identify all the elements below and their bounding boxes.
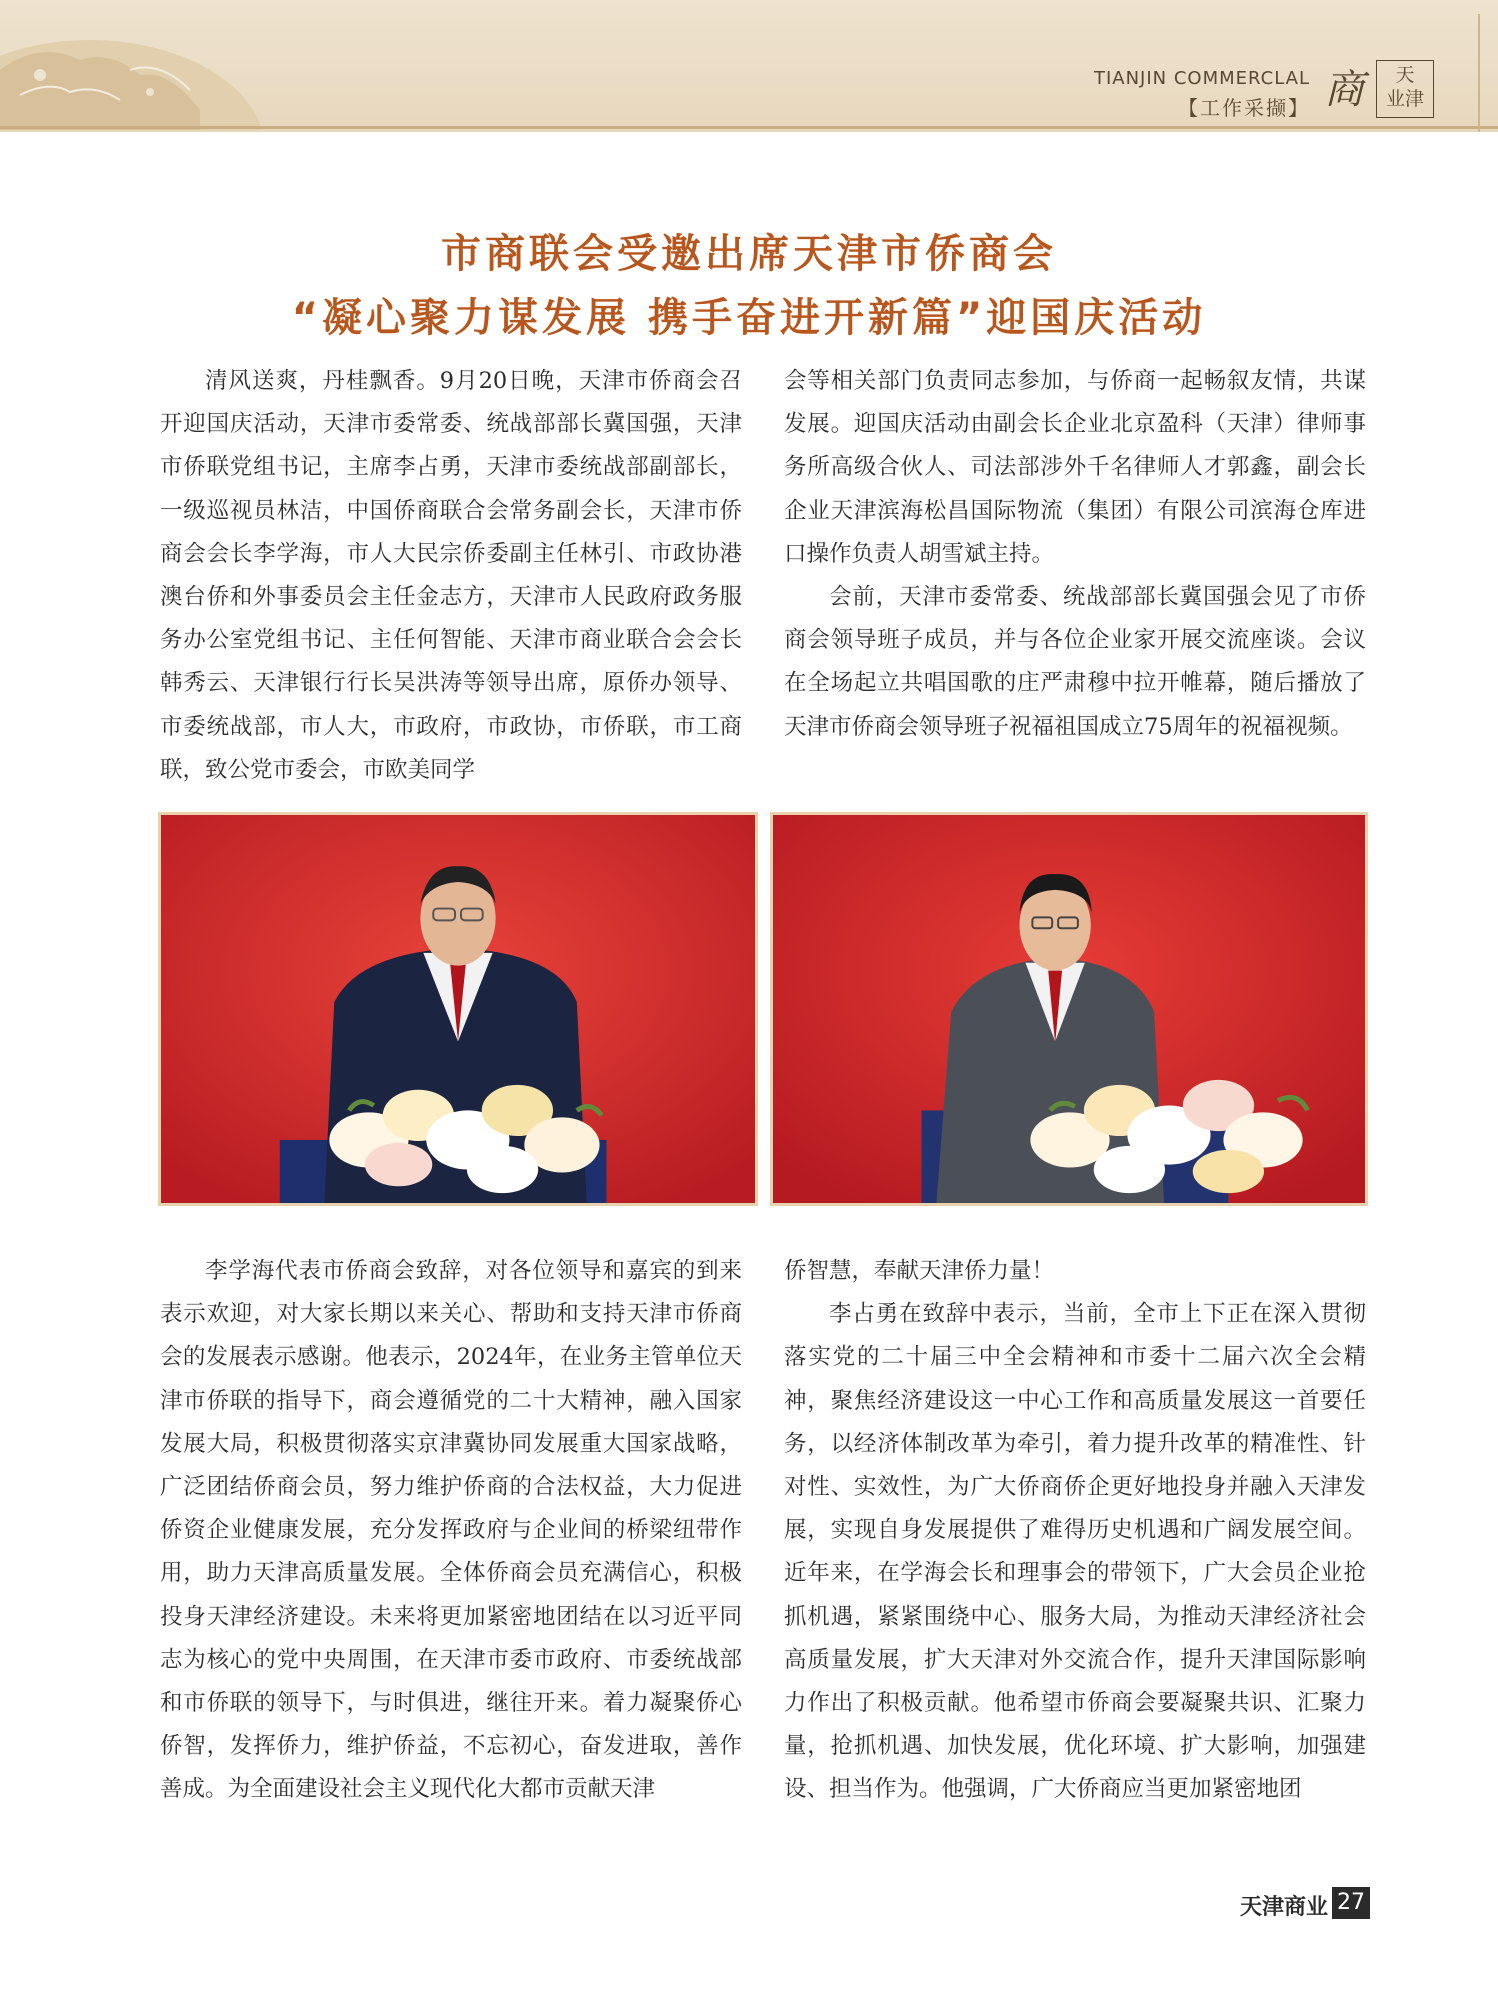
article-column-bottom-left	[160, 1250, 742, 1812]
paragraph: 李学海代表市侨商会致辞，对各位领导和嘉宾的到来表示欢迎，对大家长期以来关心、帮助和支持天津市侨商会的发展表示感谢。他表示，2024年，在业务主管单位天津市侨联的指导下，商会遵循党的二十大精神，融入国家发展大局，积极贯彻落实京津冀协同发展重大国家战略，广泛团结侨商会员，努力维护侨商的合法权益，大力促进侨资企业健康发展，充分发挥政府与企业间的桥梁纽带作用，助力天津高质量发展。全体侨商会员充满信心，积极投身天津经济建设。未来将更加紧密地团结在以习近平同志为核心的党中央周围，在天津市委市政府、市委统战部和市侨联的领导下，与时俱进，继往开来。着力凝聚侨心侨智，发挥侨力，维护侨益，不忘初心，奋发进取，善作善成。为全面建设社会主义现代化大都市贡献天津	[160, 1258, 742, 1803]
magazine-name: 天津商业	[1239, 1895, 1328, 1920]
article-title-line1: 市商联会受邀出席天津市侨商会	[441, 231, 1057, 277]
article-column-top-left	[160, 360, 742, 792]
page-number: 27	[1332, 1887, 1370, 1919]
article-title-line2: “凝心聚力谋发展 携手奋进开新篇”迎国庆活动	[291, 295, 1207, 341]
header-frame	[1478, 14, 1480, 132]
speaker-photo-illustration	[773, 815, 1365, 1203]
brand-box	[1376, 60, 1434, 118]
paragraph: 会前，天津市委常委、统战部部长冀国强会见了市侨商会领导班子成员，并与各位企业家开展交流座谈。会议在全场起立共唱国歌的庄严肃穆中拉开帷幕，随后播放了天津市侨商会领导班子祝福祖国成立75周年的祝福视频。	[784, 584, 1366, 740]
brand-logo: 商	[1324, 67, 1364, 113]
paragraph: 清风送爽，丹桂飘香。9月20日晚，天津市侨商会召开迎国庆活动，天津市委常委、统战部部长冀国强，天津市侨联党组书记，主席李占勇，天津市委统战部副部长，一级巡视员林洁，中国侨商联合会常务副会长，天津市侨商会会长李学海，市人大民宗侨委副主任林引、市政协港澳台侨和外事委员会主任金志方，天津市人民政府政务服务办公室党组书记、主任何智能、天津市商业联合会会长韩秀云、天津银行行长吴洪涛等领导出席，原侨办领导、市委统战部，市人大，市政府，市政协，市侨联，市工商联，致公党市委会，市欧美同学	[160, 368, 742, 783]
page-header	[0, 0, 1498, 132]
article-column-bottom-right	[784, 1250, 1366, 1812]
header-rule	[0, 126, 1498, 129]
paragraph: 李占勇在致辞中表示，当前，全市上下正在深入贯彻落实党的二十届三中全会精神和市委十二届六次全会精神，聚焦经济建设这一中心工作和高质量发展这一首要任务，以经济体制改革为牵引，着力提升改革的精准性、针对性、实效性，为广大侨商侨企更好地投身并融入天津发展，实现自身发展提供了难得历史机遇和广阔发展空间。近年来，在学海会长和理事会的带领下，广大会员企业抢抓机遇，紧紧围绕中心、服务大局，为推动天津经济社会高质量发展，扩大天津对外交流合作，提升天津国际影响力作出了积极贡献。他希望市侨商会要凝聚共识、汇聚力量，抢抓机遇、加快发展，优化环境、扩大影响，加强建设、担当作为。他强调，广大侨商应当更加紧密地团	[784, 1301, 1366, 1803]
brand-box-top: 天	[1395, 64, 1415, 86]
brand-english: TIANJIN COMMERCLAL	[1093, 68, 1310, 89]
photo-speaker-right	[770, 812, 1368, 1206]
globe-decoration-icon	[0, 0, 260, 130]
photo-speaker-left	[158, 812, 758, 1206]
section-label: 【工作采撷】	[1178, 96, 1310, 120]
paragraph: 会等相关部门负责同志参加，与侨商一起畅叙友情，共谋发展。迎国庆活动由副会长企业北京盈科（天津）律师事务所高级合伙人、司法部涉外千名律师人才郭鑫，副会长企业天津滨海松昌国际物流（集团）有限公司滨海仓库进口操作负责人胡雪斌主持。	[784, 368, 1366, 567]
article-column-top-right	[784, 360, 1366, 749]
brand-box-bottom: 业津	[1385, 88, 1424, 110]
paragraph: 侨智慧，奉献天津侨力量！	[784, 1258, 1055, 1284]
speaker-photo-illustration	[161, 815, 755, 1203]
